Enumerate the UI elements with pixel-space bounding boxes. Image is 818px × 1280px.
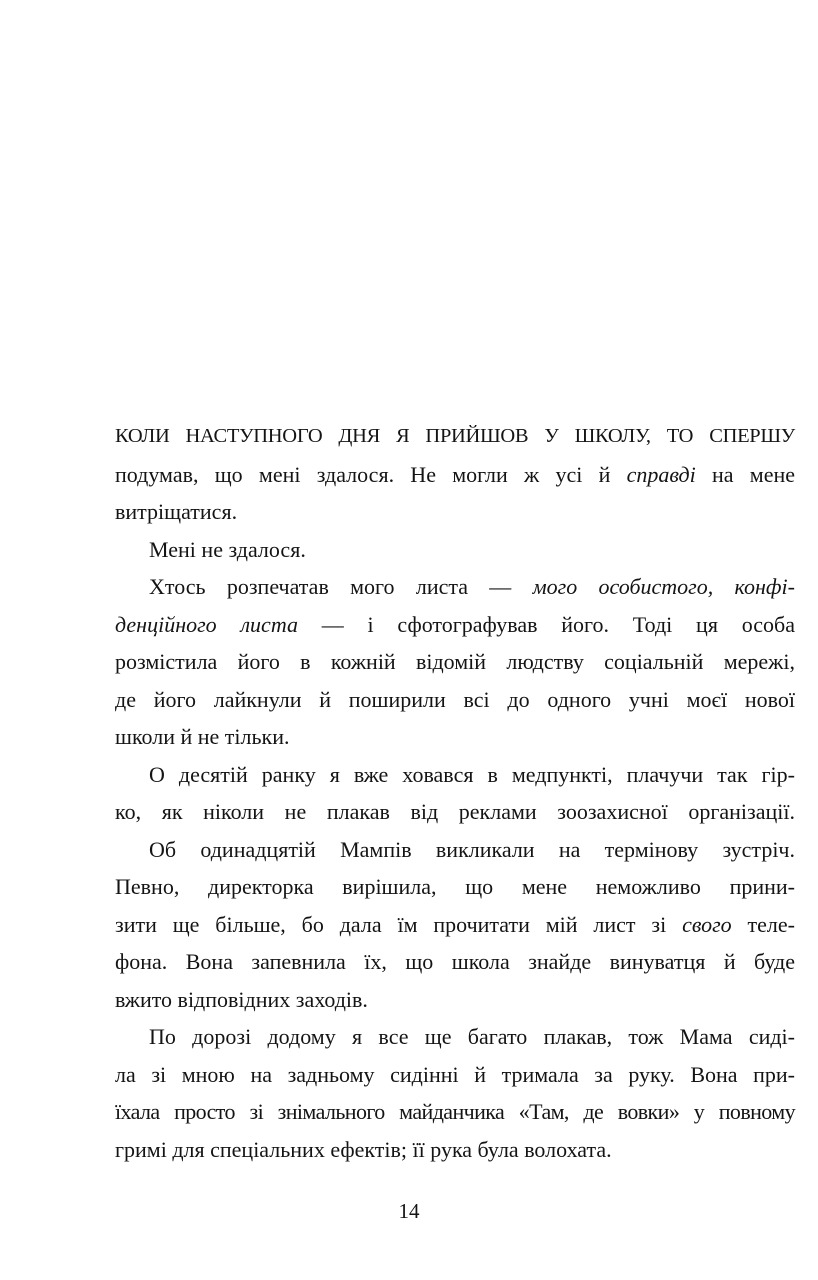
text-line (115, 943, 795, 981)
text: їхала просто зі знімального майданчика «Там, де вовки» у повному (115, 1099, 795, 1124)
text: Об одинадцятій Мампів викликали на термінову зустріч. (149, 836, 795, 862)
text: теле- (731, 911, 795, 937)
text-line (115, 1093, 795, 1131)
text-line (115, 831, 795, 869)
text-line (115, 756, 795, 794)
italic-text: свого (682, 911, 732, 937)
text: вжито відповідних заходів. (115, 986, 368, 1012)
text: О десятій ранку я вже ховався в медпункті, плачучи так гір- (149, 761, 795, 787)
text-line (115, 868, 795, 906)
italic-text: денційного листа (115, 611, 298, 637)
text-line (115, 606, 795, 644)
text: — і сфотографував його. Тоді ця особа (297, 611, 795, 637)
text: гримі для спеціальних ефектів; її рука була волохата. (115, 1136, 612, 1162)
text: ла зі мною на задньому сидінні й тримала за руку. Вона при- (115, 1061, 795, 1087)
text: Хтось розпечатав мого листа — (149, 574, 533, 599)
text-line (115, 568, 795, 606)
page-number: 14 (398, 1199, 420, 1223)
text: КОЛИ НАСТУПНОГО ДНЯ Я ПРИЙШОВ У ШКОЛУ, ТО СПЕРШУ (115, 425, 795, 447)
text-line (115, 1018, 795, 1056)
text: ко, як ніколи не плакав від реклами зоозахисної організації. (115, 799, 795, 824)
text-line (115, 793, 795, 831)
page-body (115, 418, 795, 1168)
text-line (115, 643, 795, 681)
text: По дорозі додому я все ще багато плакав, тож Мама сиді- (149, 1024, 795, 1049)
text-line (115, 1131, 795, 1169)
text: Мені не здалося. (149, 536, 306, 562)
chapter-opening-line (115, 418, 795, 456)
text-line (115, 906, 795, 944)
text-line (115, 718, 795, 756)
text: розмістила його в кожній відомій людству соціальній мережі, (115, 649, 795, 674)
text-line (115, 531, 795, 569)
italic-text: справді (626, 461, 696, 487)
text-line (115, 981, 795, 1019)
text-line (115, 1056, 795, 1094)
text: де його лайкнули й поширили всі до одного учні моєї нової (115, 686, 795, 712)
text: школи й не тільки. (115, 724, 290, 749)
italic-text: мого особистого, конфі- (532, 574, 795, 599)
text: зити ще більше, бо дала їм прочитати мій лист зі (115, 911, 683, 937)
text-line (115, 493, 795, 531)
text: витріщатися. (115, 499, 238, 524)
text-line (115, 681, 795, 719)
text-line (115, 456, 795, 494)
text: Певно, директорка вирішила, що мене неможливо прини- (115, 874, 795, 899)
text: подумав, що мені здалося. Не могли ж усі й (115, 461, 627, 487)
text: фона. Вона запевнила їх, що школа знайде винуватця й буде (115, 949, 795, 974)
text: на мене (695, 461, 795, 487)
